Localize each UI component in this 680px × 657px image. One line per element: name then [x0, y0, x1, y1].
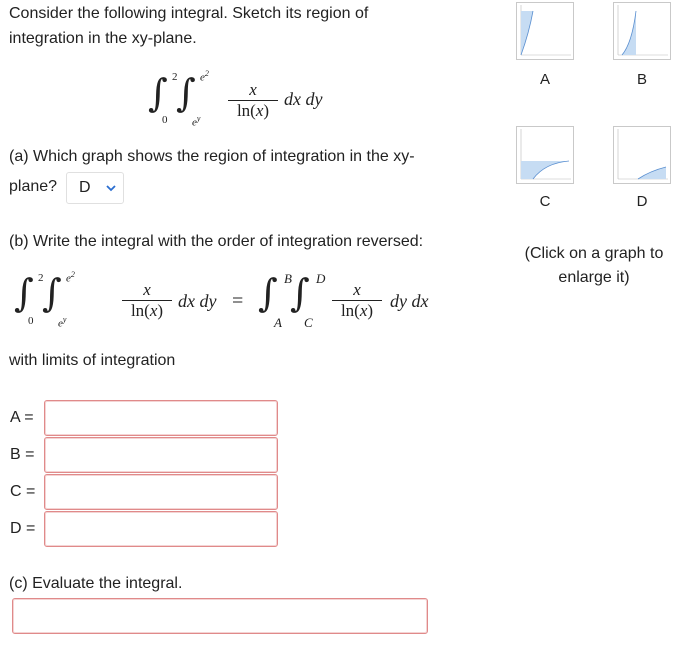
eq-right-denominator: ln(x)	[340, 301, 374, 320]
question-intro	[9, 1, 469, 51]
graph-thumbnail-a[interactable]	[516, 2, 574, 60]
rev-inner-lower-limit: C	[304, 315, 313, 330]
part-c-prompt: (c) Evaluate the integral.	[9, 575, 183, 592]
rev-outer-integral-sign: ∫	[258, 271, 278, 315]
graph-label-d: D	[636, 193, 648, 210]
eq-outer-integral-sign: ∫	[14, 271, 34, 315]
eq-outer-lower-limit: 0	[28, 315, 34, 327]
field-label-a: A =	[10, 409, 34, 426]
eq-right-numerator: x	[353, 280, 361, 299]
eq-left-differentials: dx dy	[178, 291, 217, 311]
eq-left-fraction	[122, 280, 172, 321]
eq-outer-upper-limit: 2	[38, 272, 44, 284]
graph-a-plot	[517, 3, 573, 59]
limit-d-input[interactable]	[44, 511, 278, 547]
eq-left-numerator: x	[143, 280, 151, 299]
rev-outer-upper-limit: B	[284, 271, 292, 286]
graph-c-plot	[517, 127, 573, 183]
graph-select-dropdown[interactable]	[66, 172, 124, 204]
outer-integral-sign: ∫	[148, 71, 168, 115]
eq-inner-integral-sign: ∫	[42, 271, 62, 315]
integral-value-input[interactable]	[12, 598, 428, 634]
graph-label-b: B	[636, 71, 647, 88]
integrand-fraction	[228, 80, 278, 121]
original-integral	[148, 62, 348, 132]
graph-d-plot	[614, 127, 670, 183]
eq-left-denominator: ln(x)	[130, 301, 164, 320]
graph-label-a: A	[539, 71, 550, 88]
chevron-down-icon	[105, 182, 117, 194]
reversed-integral-equation	[14, 262, 444, 342]
field-label-d: D =	[10, 520, 36, 537]
field-label-b: B =	[10, 446, 35, 463]
rev-inner-upper-limit: D	[316, 271, 326, 286]
field-label-c: C =	[10, 483, 36, 500]
graph-label-c: C	[539, 193, 551, 210]
differentials: dx dy	[284, 89, 323, 109]
graph-hint-line1: (Click on a graph to	[524, 245, 664, 262]
part-b-prompt: (b) Write the integral with the order of integration reversed:	[9, 233, 424, 250]
graph-b-plot	[614, 3, 670, 59]
part-a-line2: plane?	[9, 178, 58, 195]
eq-right-fraction	[332, 280, 382, 321]
inner-lower-limit: $e^y$	[192, 114, 201, 129]
graph-select-value: D	[79, 179, 91, 196]
question-intro-line1: Consider the following integral. Sketch its region of	[9, 5, 369, 22]
question-intro-line2: integration in the xy-plane.	[9, 30, 197, 47]
outer-lower-limit: 0	[162, 114, 168, 126]
inner-upper-limit: $e^2$	[200, 69, 209, 84]
integrand-numerator: x	[249, 80, 257, 99]
rev-inner-integral-sign: ∫	[290, 271, 310, 315]
inner-integral-sign: ∫	[176, 71, 196, 115]
graph-thumbnail-c[interactable]	[516, 126, 574, 184]
part-a-line1: (a) Which graph shows the region of integration in the xy-	[9, 148, 415, 165]
graph-hint-line2: enlarge it)	[558, 269, 630, 286]
eq-inner-lower-limit: $e^y$	[58, 315, 67, 330]
limit-c-input[interactable]	[44, 474, 278, 510]
integrand-denominator: ln(x)	[236, 101, 270, 120]
limit-b-input[interactable]	[44, 437, 278, 473]
equals-sign: =	[232, 290, 244, 312]
graph-hint	[508, 242, 680, 290]
rev-outer-lower-limit: A	[274, 315, 282, 330]
limits-label: with limits of integration	[9, 352, 176, 369]
eq-inner-upper-limit: $e^2$	[66, 270, 75, 285]
limit-a-input[interactable]	[44, 400, 278, 436]
graph-thumbnail-d[interactable]	[613, 126, 671, 184]
outer-upper-limit: 2	[172, 71, 178, 83]
eq-right-differentials: dy dx	[390, 291, 429, 311]
graph-thumbnail-b[interactable]	[613, 2, 671, 60]
